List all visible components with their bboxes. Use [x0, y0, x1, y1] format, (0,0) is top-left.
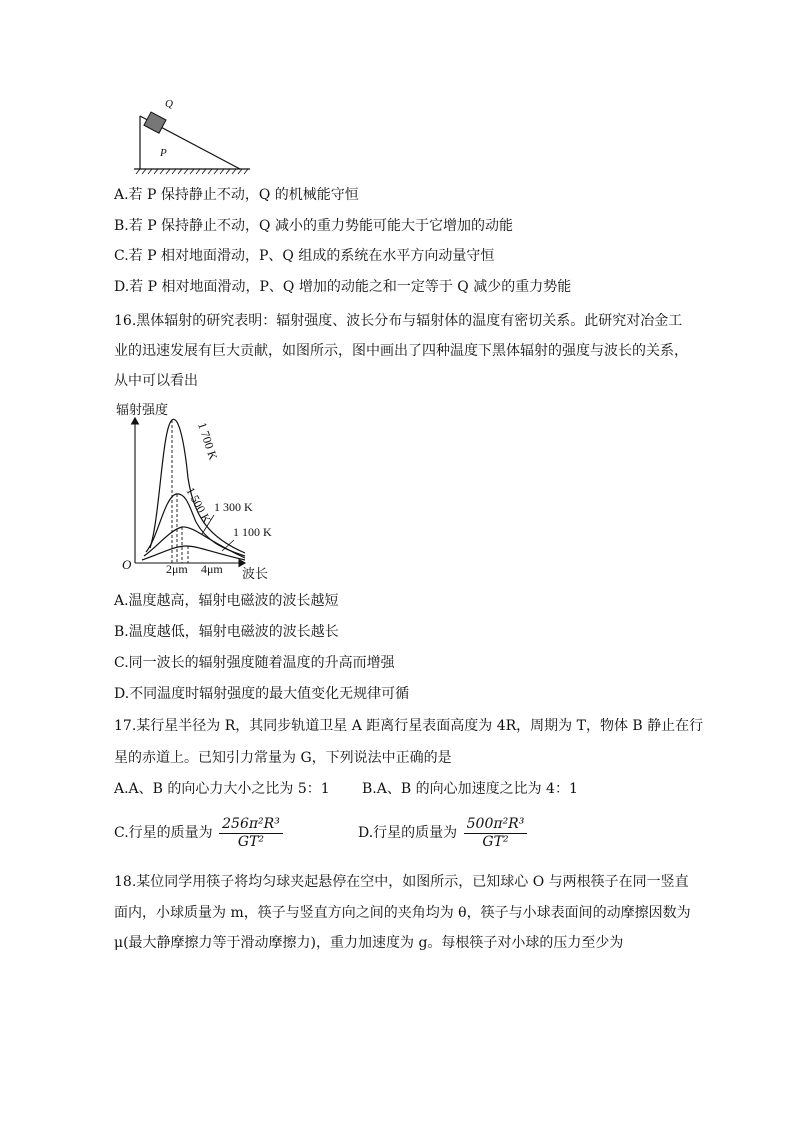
series-label-1700k: 1 700 K: [195, 420, 221, 462]
q15-option-c: C.若 P 相对地面滑动，P、Q 组成的系统在水平方向动量守恒: [114, 248, 495, 264]
q17-option-d-denominator: GT²: [482, 833, 509, 850]
curve-1100k: [142, 546, 245, 560]
q15-option-b: B.若 P 保持静止不动，Q 减小的重力势能可能大于它增加的动能: [114, 218, 513, 234]
q17-option-a: A.A、B 的向心力大小之比为 5：1: [114, 781, 330, 797]
q16-option-b: B.温度越低，辐射电磁波的波长越长: [114, 624, 339, 640]
series-label-1500k: 1 500 K: [183, 484, 214, 526]
q17-option-c-fraction: [219, 816, 283, 851]
q16-stem-line-3: 从中可以看出: [114, 373, 198, 389]
q15-option-d: D.若 P 相对地面滑动，P、Q 增加的动能之和一定等于 Q 减少的重力势能: [114, 279, 572, 295]
q16-option-c: C.同一波长的辐射强度随着温度的升高而增强: [114, 655, 395, 671]
q17-option-d: [358, 814, 527, 852]
q17-option-c: [114, 814, 283, 852]
ground-hatching: [136, 169, 248, 174]
q18-stem-line-3: μ(最大静摩擦力等于滑动摩擦力)，重力加速度为 g。每根筷子对小球的压力至少为: [114, 935, 624, 951]
q17-option-b: B.A、B 的向心加速度之比为 4：1: [362, 781, 578, 797]
q17-stem-line-1: 17.某行星半径为 R，其同步轨道卫星 A 距离行星表面高度为 4R，周期为 T，物体 B 静止在行: [114, 718, 704, 734]
y-axis-label: 辐射强度: [116, 403, 169, 418]
x-tick-2um: 2μm: [166, 562, 188, 576]
q15-option-a: A.若 P 保持静止不动，Q 的机械能守恒: [114, 187, 359, 203]
q17-option-d-prefix: D.行星的质量为: [358, 825, 458, 841]
series-label-1100k: 1 100 K: [233, 525, 272, 539]
blackbody-chart: [110, 398, 300, 584]
q16-stem-line-2: 业的迅速发展有巨大贡献，如图所示，图中画出了四种温度下黑体辐射的强度与波长的关系，: [114, 343, 688, 359]
series-label-1300k: 1 300 K: [214, 500, 253, 514]
q18-stem-line-2: 面内，小球质量为 m，筷子与竖直方向之间的夹角均为 θ，筷子与小球表面间的动摩擦因数为: [114, 905, 691, 921]
q16-option-a: A.温度越高，辐射电磁波的波长越短: [114, 593, 339, 609]
q17-option-c-numerator: 256π²R³: [219, 816, 283, 834]
q17-option-c-prefix: C.行星的质量为: [114, 825, 213, 841]
q17-option-d-numerator: 500π²R³: [464, 816, 528, 834]
wedge-p-label: P: [160, 147, 167, 159]
q17-option-c-denominator: GT²: [237, 833, 265, 850]
q17-stem-line-2: 星的赤道上。已知引力常量为 G，下列说法中正确的是: [114, 750, 452, 766]
q17-option-d-fraction: [464, 816, 528, 851]
q16-stem-line-1: 16.黑体辐射的研究表明：辐射强度、波长分布与辐射体的温度有密切关系。此研究对冶金工: [114, 313, 683, 329]
x-axis-label: 波长: [242, 567, 269, 582]
x-tick-4um: 4μm: [201, 562, 223, 576]
block-q-label: Q: [165, 98, 173, 110]
incline-figure: [110, 96, 270, 176]
q16-option-d: D.不同温度时辐射强度的最大值变化无规律可循: [114, 686, 410, 702]
block-q: [144, 112, 166, 133]
origin-label: O: [122, 557, 132, 572]
q18-stem-line-1: 18.某位同学用筷子将均匀球夹起悬停在空中，如图所示，已知球心 O 与两根筷子在同一竖直: [114, 874, 689, 890]
